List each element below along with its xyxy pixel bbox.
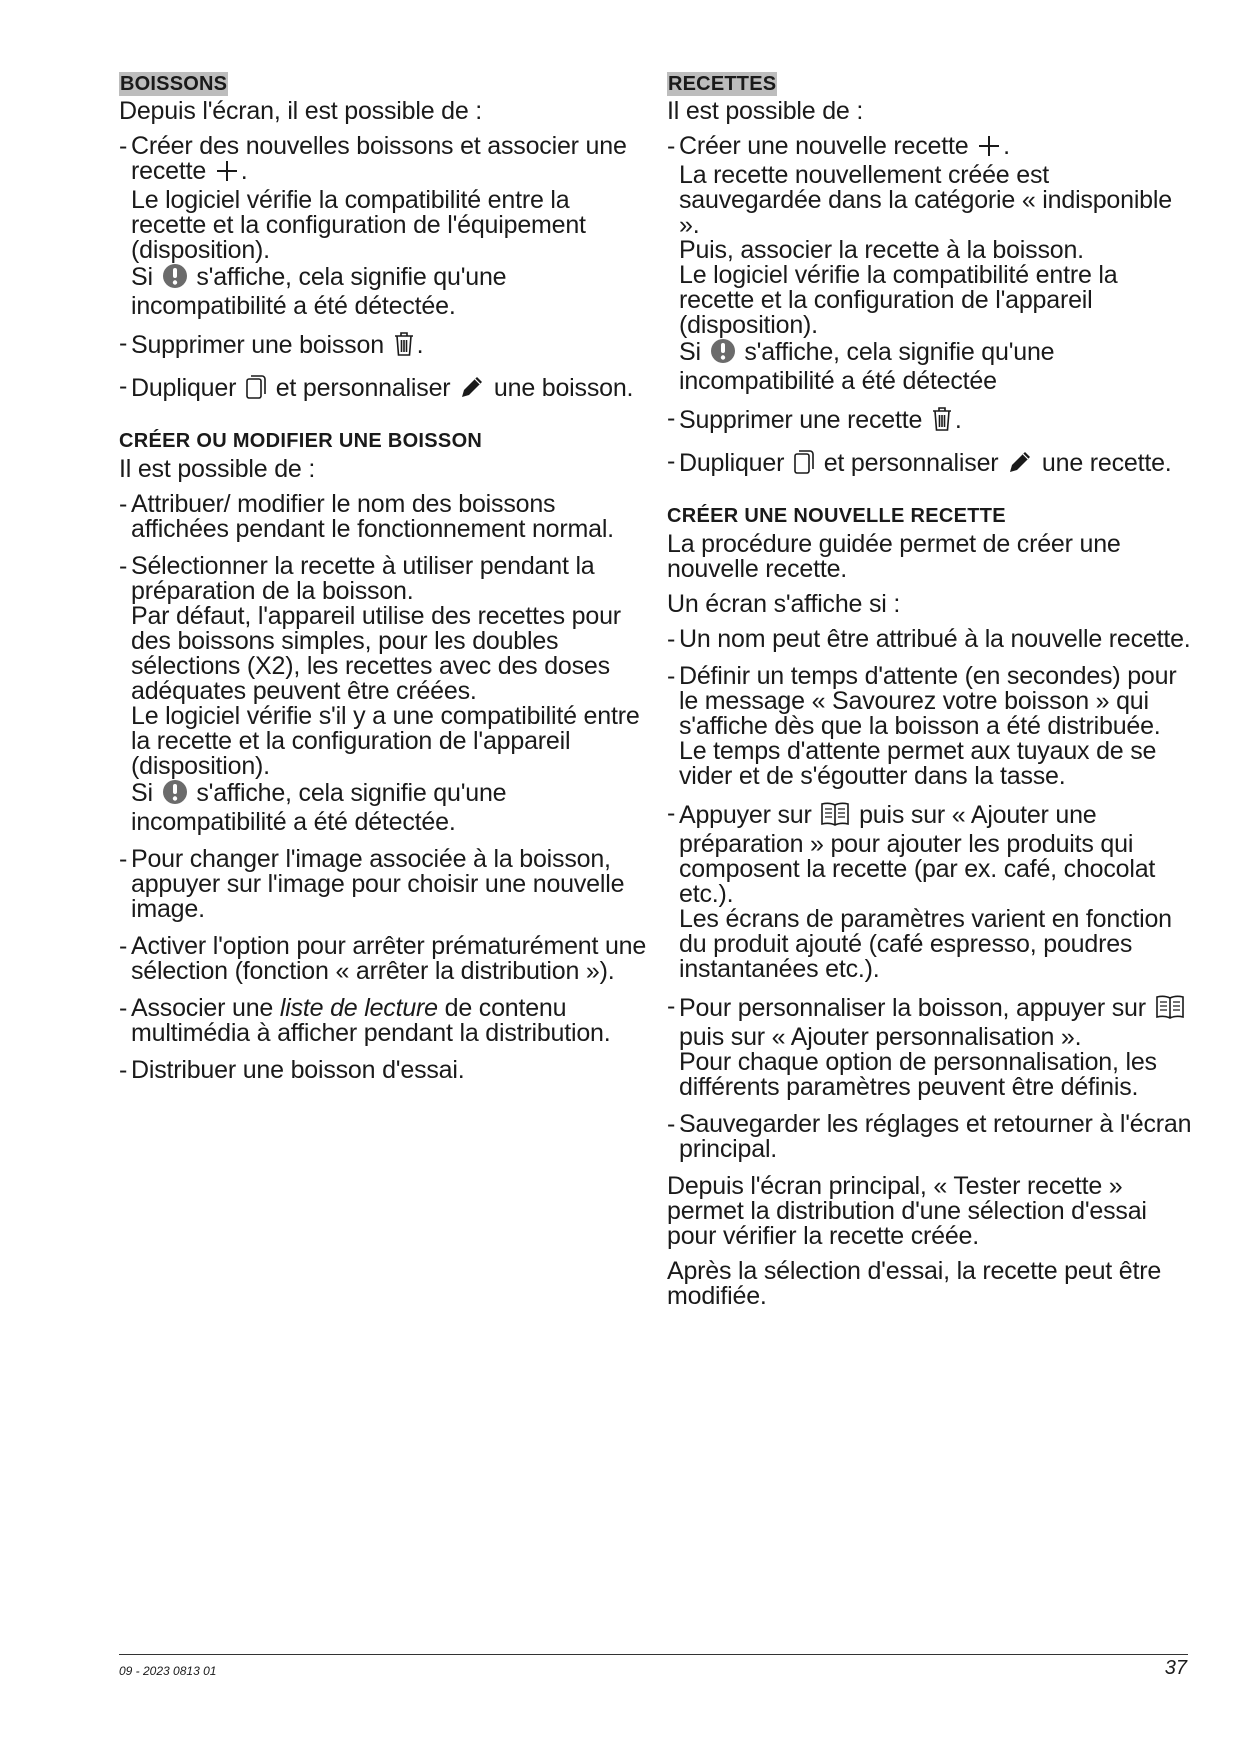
list-item: - Supprimer une recette . [667, 406, 1197, 437]
menu-book-icon [820, 801, 850, 832]
page-number: 37 [1164, 1657, 1187, 1679]
warning-icon [162, 263, 188, 294]
list-item: - Associer une liste de lecture de contenu multimédia à afficher pendant la distribution. [119, 996, 649, 1046]
intro-text: Il est possible de : [667, 97, 864, 125]
pencil-icon [1007, 449, 1033, 480]
list-item: - Attribuer/ modifier le nom des boissons affichées pendant le fonctionnement normal. [119, 492, 649, 542]
list-item: - Pour personnaliser la boisson, appuyer sur puis sur « Ajouter personnalisation ». Pour chaque option de personnalisation, les différents paramètres peuvent être définis. [667, 994, 1197, 1100]
subheading-creer-nouvelle-recette: CRÉER UNE NOUVELLE RECETTE [667, 505, 1006, 527]
list-item: - Pour changer l'image associée à la boisson, appuyer sur l'image pour choisir une nouvelle image. [119, 847, 649, 922]
list-item: - Un nom peut être attribué à la nouvelle recette. [667, 627, 1197, 652]
pencil-icon [459, 374, 485, 405]
paragraph: Depuis l'écran principal, « Tester recette » permet la distribution d'une sélection d'essai pour vérifier la recette créée. [667, 1172, 1147, 1250]
menu-book-icon [1155, 994, 1185, 1025]
left-column [119, 72, 649, 1095]
list-item: - Créer des nouvelles boissons et associer une recette . Le logiciel vérifie la compatibilité entre la recette et la configuration de l'équipement (disposition). Si s'affiche, cela signifie qu'une incompatibilité a été détectée. [119, 134, 649, 319]
list-item: - Distribuer une boisson d'essai. [119, 1058, 649, 1083]
list-item: - Supprimer une boisson . [119, 331, 649, 362]
subheading-creer-modifier-boisson: CRÉER OU MODIFIER UNE BOISSON [119, 430, 483, 452]
list-item: - Appuyer sur puis sur « Ajouter une préparation » pour ajouter les produits qui composent la recette (par ex. café, chocolat etc.). Les écrans de paramètres varient en fonction du produit ajouté (café espresso, poudres instantanées etc.). [667, 801, 1197, 982]
right-column [667, 72, 1197, 1319]
plus-icon [215, 159, 239, 188]
list-item: - Définir un temps d'attente (en secondes) pour le message « Savourez votre boisson » qui s'affiche dès que la boisson a été distribuée. Le temps d'attente permet aux tuyaux de se vider et de s'égoutter dans la tasse. [667, 664, 1197, 789]
paragraph: La procédure guidée permet de créer une nouvelle recette. [667, 530, 1121, 583]
paragraph: Après la sélection d'essai, la recette peut être modifiée. [667, 1257, 1162, 1310]
trash-icon [393, 331, 415, 362]
section-tag-boissons: BOISSONS [120, 73, 228, 95]
list-item: - Dupliquer et personnaliser une boisson. [119, 374, 649, 405]
list-item: - Activer l'option pour arrêter prématurément une sélection (fonction « arrêter la distribution »). [119, 934, 649, 984]
warning-icon [162, 779, 188, 810]
boissons-list [119, 134, 649, 405]
duplicate-icon [793, 449, 815, 480]
doc-code: 09 - 2023 0813 01 [119, 1664, 217, 1678]
intro-text: Depuis l'écran, il est possible de : [119, 97, 483, 125]
section-tag-recettes: RECETTES [668, 73, 777, 95]
list-item: - Créer une nouvelle recette . La recette nouvellement créée est sauvegardée dans la catégorie « indisponible ». Puis, associer la recette à la boisson. Le logiciel vérifie la compatibilité entre la recette et la configuration de l'appareil (disposition). Si s'affiche, cela signifie qu'une incompatibilité a été détectée [667, 134, 1197, 394]
paragraph: Un écran s'affiche si : [667, 590, 901, 618]
list-item: - Dupliquer et personnaliser une recette. [667, 449, 1197, 480]
list-item: - Sauvegarder les réglages et retourner à l'écran principal. [667, 1112, 1197, 1162]
warning-icon [710, 338, 736, 369]
creer-boisson-list [119, 492, 649, 1083]
footer-divider [119, 1654, 1188, 1655]
duplicate-icon [245, 374, 267, 405]
plus-icon [977, 134, 1001, 163]
intro-text-2: Il est possible de : [119, 455, 316, 483]
trash-icon [931, 406, 953, 437]
list-item: - Sélectionner la recette à utiliser pendant la préparation de la boisson. Par défaut, l'appareil utilise des recettes pour des boissons simples, pour les doubles sélections (X2), les recettes avec des doses adéquates peuvent être créées. Le logiciel vérifie s'il y a une compatibilité entre la recette et la configuration de l'appareil (disposition). Si s'affiche, cela signifie qu'une incompatibilité a été détectée. [119, 554, 649, 835]
recettes-list [667, 134, 1197, 480]
creer-recette-list [667, 627, 1197, 1162]
